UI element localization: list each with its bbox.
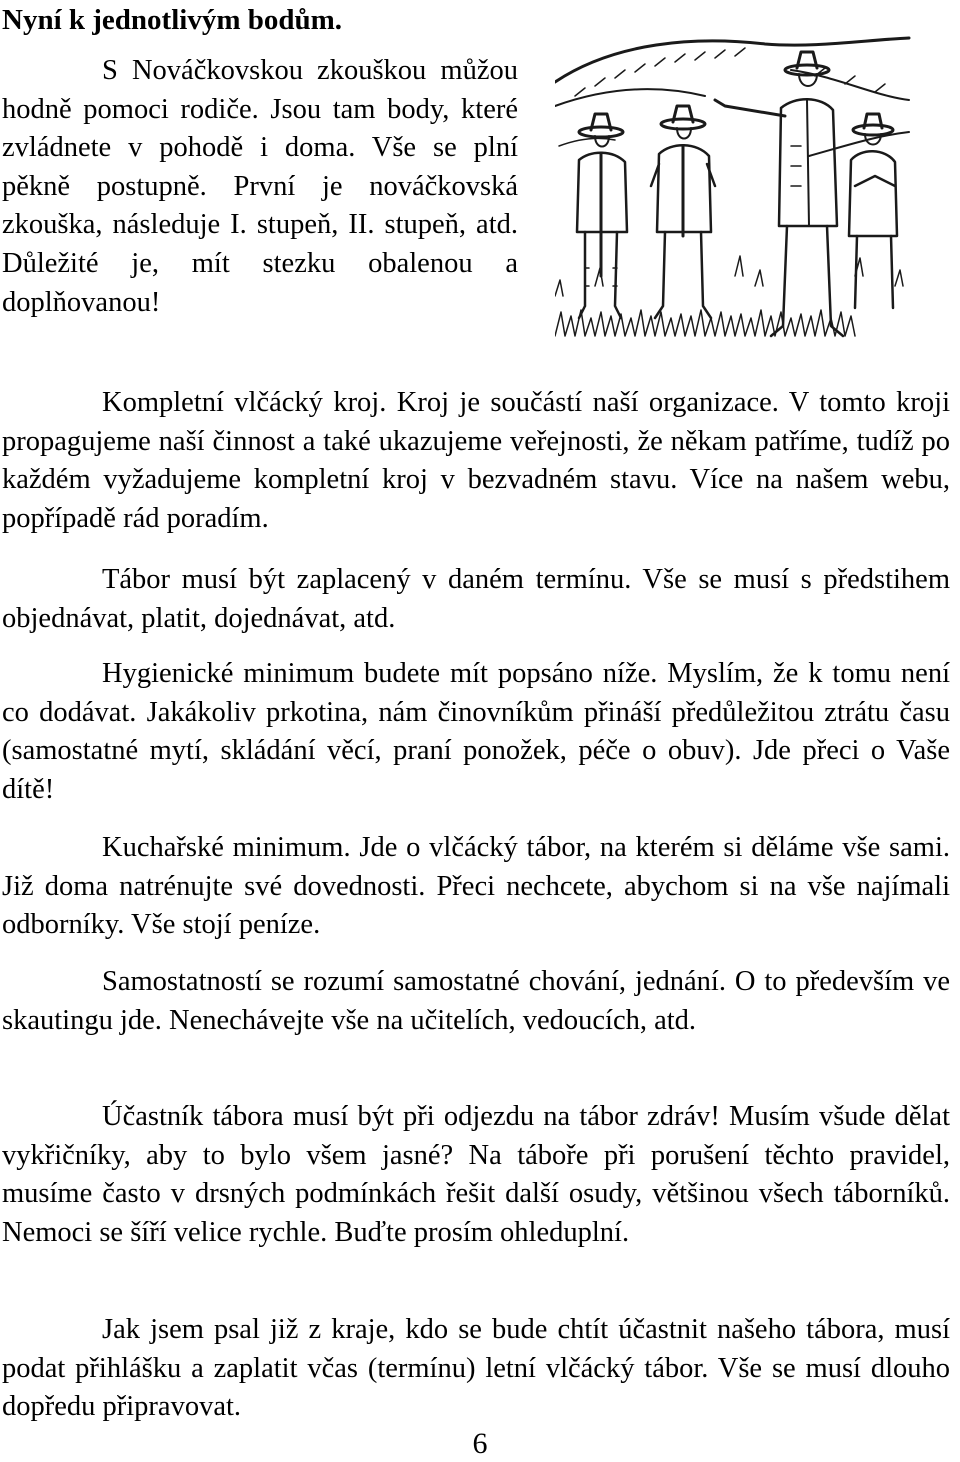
paragraph-prihlaska: Jak jsem psal již z kraje, kdo se bude chtít účastnit našeho tábora, musí podat přihlášku a zaplatit včas (termínu) letní vlčácký tábor. Vše se musí dlouho dopředu připravovat. (2, 1314, 950, 1423)
paragraph-tabor-platba: Tábor musí být zaplacený v daném termínu. Vše se musí s předstihem objednávat, platit, dojednávat, atd. (2, 564, 950, 634)
paragraph-hygiena: Hygienické minimum budete mít popsáno níže. Myslím, že k tomu není co dodávat. Jakákoliv prkotina, nám činovníkům přináší předůležitou ztrátu času (samostatné mytí, skládání věcí, praní ponožek, péče o obuv). Jde přeci o Vaše dítě! (2, 658, 950, 805)
paragraph-kroj: Kompletní vlčácký kroj. Kroj je součástí naší organizace. V tomto kroji propagujeme naší činnost a také ukazujeme veřejnosti, že někam patříme, tudíž po každém vyžadujeme kompletní kroj v bezvadném stavu. Více na našem webu, popřípadě rád poradím. (2, 387, 950, 534)
paragraph-novackovska: S Nováčkovskou zkouškou můžou hodně pomoci rodiče. Jsou tam body, které zvládnete v pohodě i doma. Vše se plní pěkně postupně. První je nováčkovská zkouška, následuje I. stupeň, II. stupeň, atd. Důležité je, mít stezku obalenou a doplňovanou! (2, 55, 518, 318)
page-heading: Nyní k jednotlivým bodům. (2, 4, 343, 36)
page-number: 6 (472, 1427, 488, 1460)
paragraph-kucharske-minimum: Kuchařské minimum. Jde o vlčácký tábor, na kterém si děláme vše sami. Již doma natrénujte své dovednosti. Přeci nechcete, abychom si na vše najímali odborníky. Vše stojí peníze. (2, 832, 950, 941)
paragraph-samostatnost: Samostatností se rozumí samostatné chování, jednání. O to především ve skautingu jde. Nenechávejte vše na učitelích, vedoucích, atd. (2, 966, 950, 1036)
scouts-illustration-icon (555, 36, 911, 342)
paragraph-zdravi: Účastník tábora musí být při odjezdu na tábor zdráv! Musím všude dělat vykřičníky, aby to bylo všem jasné? Na táboře při porušení těchto pravidel, musíme často v drsných podmínkách řešit další osudy, většinou všech táborníků. Nemoci se šíří velice rychle. Buďte prosím ohleduplní. (2, 1101, 950, 1248)
